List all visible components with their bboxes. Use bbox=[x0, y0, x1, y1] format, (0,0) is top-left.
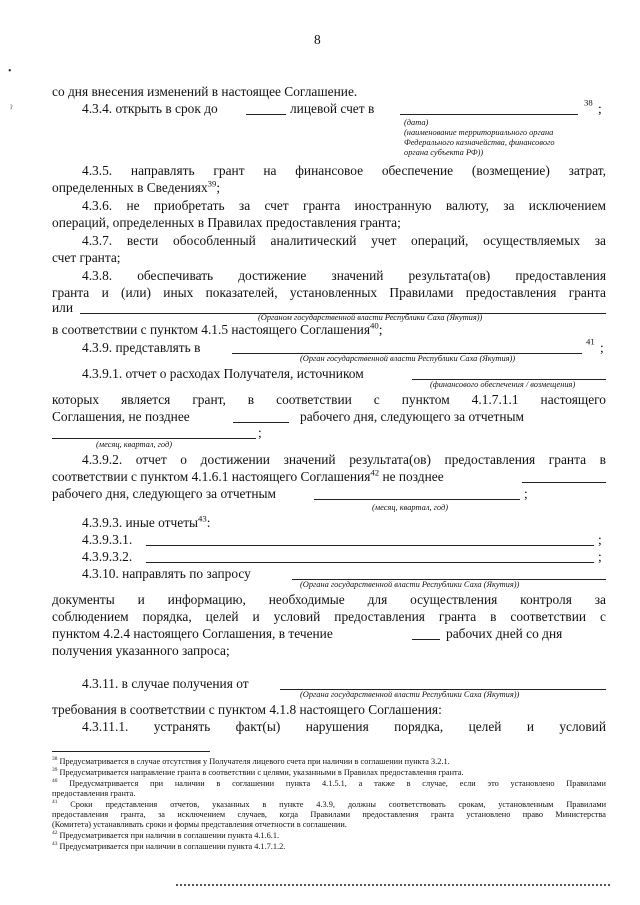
caption: (дата) bbox=[404, 118, 429, 127]
text-span: лицевой счет в bbox=[290, 101, 375, 116]
scan-mark: • bbox=[8, 66, 12, 77]
text-line: получения указанного запроса; bbox=[52, 643, 230, 658]
caption: (месяц, квартал, год) bbox=[372, 503, 449, 512]
text-span: Соглашения, не позднее bbox=[52, 409, 190, 424]
text-line: определенных в Сведениях$^{39}$; bbox=[52, 178, 221, 195]
period-blank[interactable] bbox=[52, 438, 256, 439]
caption: (Орган государственной власти Республики Саха (Якутия)) bbox=[300, 354, 516, 363]
clause-4-3-11: 4.3.11. в случае получения от bbox=[82, 676, 249, 691]
footnote-43: $^{43}$ Предусматривается при наличии в соглашении пункта 4.1.7.1.2. bbox=[52, 841, 286, 851]
text-span: рабочих дней со дня bbox=[446, 626, 563, 641]
clause-4-3-9-3: 4.3.9.3. иные отчеты$^{43}$: bbox=[82, 513, 211, 530]
footnote-separator bbox=[52, 751, 210, 752]
caption: (Органа государственной власти Республики Саха (Якутия)) bbox=[300, 690, 520, 699]
days-blank[interactable] bbox=[233, 422, 289, 423]
scan-mark: ˀ bbox=[10, 104, 13, 115]
clause-4-3-9-1: 4.3.9.1. отчет о расходах Получателя, источником bbox=[82, 366, 364, 381]
text-line: счет гранта; bbox=[52, 250, 121, 265]
caption: (Органом государственной власти Республики Саха (Якутия)) bbox=[258, 313, 483, 322]
footnote-40-cont: предоставления гранта. bbox=[52, 789, 136, 798]
clause-4-3-7: 4.3.7. вести обособленный аналитический учет операций, осуществляемых за bbox=[82, 233, 606, 248]
footnote-38: $^{38}$ Предусматривается в случае отсутствия у Получателя лицевого счета при наличии в соглашении пункта 3.2.1. bbox=[52, 756, 450, 766]
footnote-42: $^{42}$ Предусматривается при наличии в соглашении пункта 4.1.6.1. bbox=[52, 830, 280, 840]
clause-4-3-8: 4.3.8. обеспечивать достижение значений результата(ов) предоставления bbox=[82, 268, 606, 283]
date-blank[interactable] bbox=[246, 114, 286, 115]
punct: ; bbox=[258, 425, 262, 440]
punct: ; bbox=[598, 532, 602, 547]
footnote-ref: 41 bbox=[586, 336, 595, 347]
clause-4-3-6: 4.3.6. не приобретать за счет гранта иностранную валюту, за исключением bbox=[82, 198, 606, 213]
footnote-41: $^{41}$ Сроки представления отчетов, указанных в пункте 4.3.9, должны соответствовать срокам, установленным Правилами bbox=[52, 799, 607, 809]
punct: ; bbox=[598, 549, 602, 564]
footnote-40: $^{40}$ Предусматривается при наличии в соглашении пункта 4.1.5.1, а также в случае, если это установлено Правилами bbox=[52, 778, 606, 788]
punct: ; bbox=[600, 340, 604, 355]
clause-4-3-9-3-2: 4.3.9.3.2. bbox=[82, 549, 133, 564]
footnote-ref: 38 bbox=[584, 97, 593, 108]
clause-4-3-10: 4.3.10. направлять по запросу bbox=[82, 566, 251, 581]
caption: (месяц, квартал, год) bbox=[96, 440, 173, 449]
clause-4-3-5: 4.3.5. направлять грант на финансовое обеспечение (возмещение) затрат, bbox=[82, 163, 606, 178]
punct: ; bbox=[598, 101, 602, 116]
clause-4-3-4: 4.3.4. открыть в срок до bbox=[82, 101, 218, 116]
organ-blank[interactable] bbox=[400, 114, 578, 115]
text-line: гранта и (или) иных показателей, установленных Правилами предоставления гранта bbox=[52, 285, 606, 300]
clause-4-3-9: 4.3.9. представлять в bbox=[82, 340, 201, 355]
text-span: или bbox=[52, 300, 74, 315]
caption: (финансового обеспечения / возмещения) bbox=[430, 380, 576, 389]
report-blank[interactable] bbox=[146, 562, 594, 563]
clause-4-3-9-2: 4.3.9.2. отчет о достижении значений результата(ов) предоставления гранта в bbox=[82, 452, 606, 467]
text-span: рабочего дня, следующего за отчетным bbox=[300, 409, 524, 424]
text-span: рабочего дня, следующего за отчетным bbox=[52, 486, 276, 501]
clause-4-3-9-3-1: 4.3.9.3.1. bbox=[82, 532, 133, 547]
period-blank[interactable] bbox=[314, 499, 520, 500]
footnote-41-cont2: (Комитета) устанавливать сроки и формы представления отчетности в соглашении. bbox=[52, 820, 347, 829]
text-line: соблюдением порядка, целей и условий предоставления гранта в соответствии с bbox=[52, 609, 606, 624]
caption: органа субъекта РФ)) bbox=[404, 148, 484, 157]
punct: ; bbox=[524, 486, 528, 501]
text-line: требования в соответствии с пунктом 4.1.8 настоящего Соглашения: bbox=[52, 702, 442, 717]
page-number: 8 bbox=[314, 32, 321, 47]
caption: (наименование территориального органа bbox=[404, 128, 554, 137]
report-blank[interactable] bbox=[146, 545, 594, 546]
days-blank[interactable] bbox=[412, 639, 440, 640]
caption: Федерального казначейства, финансового bbox=[404, 138, 555, 147]
text-span: пунктом 4.2.4 настоящего Соглашения, в течение bbox=[52, 626, 333, 641]
text-line: в соответствии с пунктом 4.1.5 настоящего Соглашения$^{40}$; bbox=[52, 320, 383, 337]
footnote-39: $^{39}$ Предусматривается направление гранта в соответствии с целями, указанными в Правилах предоставления гранта. bbox=[52, 767, 464, 777]
text-line: операций, определенных в Правилах предоставления гранта; bbox=[52, 215, 401, 230]
caption: (Органа государственной власти Республики Саха (Якутия)) bbox=[300, 580, 520, 589]
text-line: документы и информацию, необходимые для осуществления контроля за bbox=[52, 592, 606, 607]
clause-4-3-11-1: 4.3.11.1. устранять факт(ы) нарушения порядка, целей и условий bbox=[82, 719, 606, 734]
text-line: которых является грант, в соответствии с пунктом 4.1.7.1.1 настоящего bbox=[52, 392, 606, 407]
footnote-41-cont: предоставления гранта, за исключением случаев, когда Правилами предоставления гранта установлено право Министерства bbox=[52, 810, 606, 819]
scan-edge bbox=[176, 884, 610, 886]
text-line: со дня внесения изменений в настоящее Соглашение. bbox=[52, 84, 358, 99]
text-span: соответствии с пунктом 4.1.6.1 настоящего Соглашения$^{42}$ не позднее bbox=[52, 467, 444, 484]
days-blank[interactable] bbox=[522, 482, 606, 483]
